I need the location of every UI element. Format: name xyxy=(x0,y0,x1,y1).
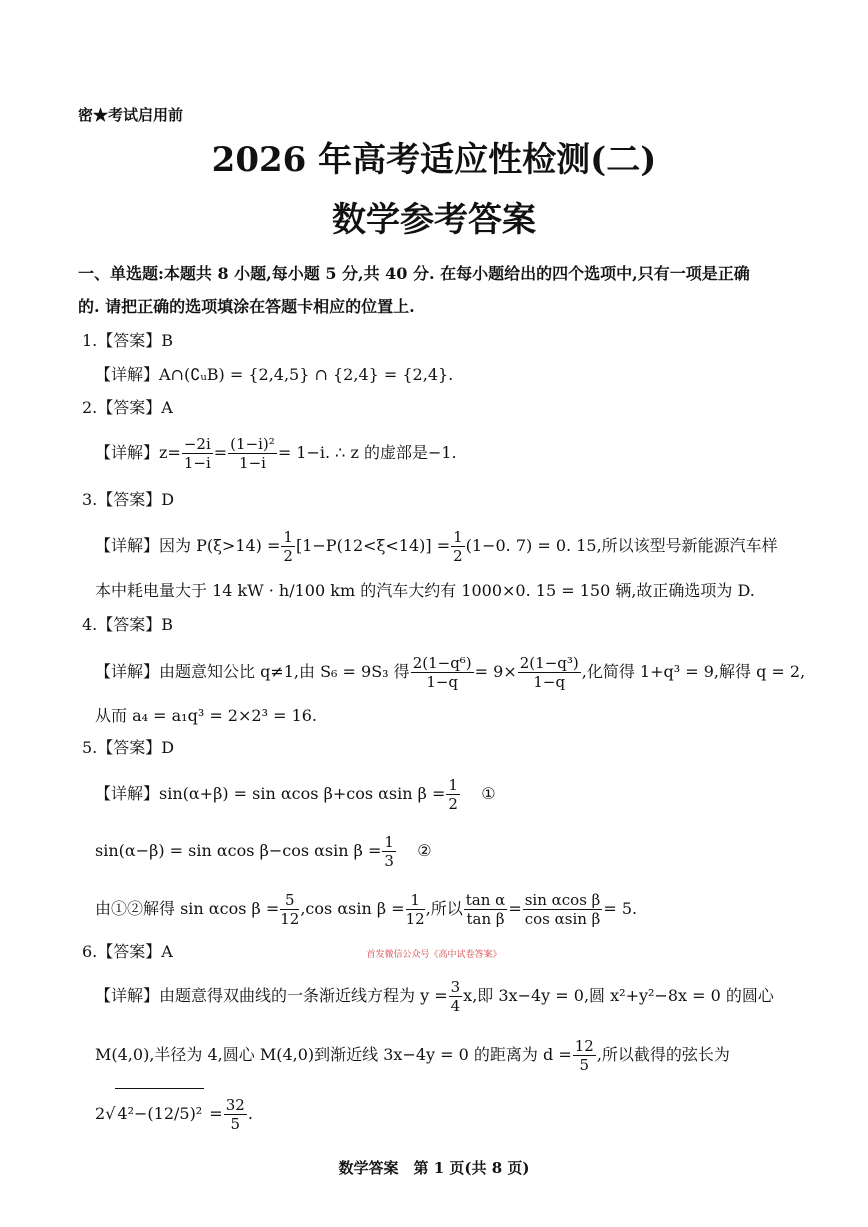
q3-answer: 3.【答案】D xyxy=(82,490,175,509)
q5-l3-frac4 xyxy=(523,891,603,928)
q4-detail xyxy=(95,647,805,697)
q2-f2-num: (1−i)² xyxy=(230,435,275,453)
q4-f2-num: 2(1−q³) xyxy=(519,654,579,672)
q6-l1-den: 4 xyxy=(450,997,461,1015)
q5-l3-n4: sin αcos β xyxy=(524,891,601,909)
q6-l2-pre: M(4,0),半径为 4,圆心 M(4,0)到渐近线 3x−4y = 0 的距离为 d = xyxy=(95,1045,572,1064)
q5-eq1-fraction xyxy=(446,776,460,813)
page-title: 2026 年高考适应性检测(二) xyxy=(211,140,657,180)
q4-f1-num: 2(1−q⁶) xyxy=(412,654,472,672)
q4-answer: 4.【答案】B xyxy=(82,615,174,634)
page-footer: 数学答案 第 1 页(共 8 页) xyxy=(338,1159,530,1177)
q6-l3-end: . xyxy=(247,1104,253,1123)
q5-l3-a: 由①②解得 sin αcos β = xyxy=(95,899,280,918)
q6-l2-frac xyxy=(573,1037,596,1074)
q4-f1-den: 1−q xyxy=(426,673,459,691)
q4-detail-post: ,化简得 1+q³ = 9,解得 q = 2, xyxy=(581,662,806,681)
q5-answer: 5.【答案】D xyxy=(82,738,175,757)
q5-eq2-num: 1 xyxy=(384,833,394,851)
q6-l1-frac xyxy=(449,978,463,1015)
q3-detail xyxy=(95,521,778,571)
q2-f1-den: 1−i xyxy=(183,454,211,472)
q5-l3-d2: 12 xyxy=(405,910,425,928)
q6-l2-den: 5 xyxy=(579,1056,590,1074)
section-intro-line1: 一、单选题:本题共 8 小题,每小题 5 分,共 40 分. 在每小题给出的四个选项中,只有一项是正确 xyxy=(78,264,750,283)
q6-l2-num: 12 xyxy=(574,1037,594,1055)
q2-detail-pre: 【详解】z= xyxy=(95,443,181,462)
q5-l3-n2: 1 xyxy=(406,891,425,910)
q5-l3-c: ,所以 xyxy=(425,899,463,918)
q3-detail-mid: [1−P(12<ξ<14)] = xyxy=(295,536,451,555)
q5-eq1 xyxy=(95,769,496,819)
q4-f2-den: 1−q xyxy=(533,673,566,691)
q5-l3-d3: tan β xyxy=(466,910,505,928)
q5-eq2 xyxy=(95,826,432,876)
q3-detail-pre: 【详解】因为 P(ξ>14) = xyxy=(95,536,281,555)
q3-detail-post: (1−0. 7) = 0. 15,所以该型号新能源汽车样 xyxy=(465,536,778,555)
section-intro-line2: 的. 请把正确的选项填涂在答题卡相应的位置上. xyxy=(78,297,415,316)
q6-detail xyxy=(95,971,774,1021)
q6-l2-post: ,所以截得的弦长为 xyxy=(596,1045,730,1064)
q6-answer: 6.【答案】A xyxy=(82,942,173,961)
q3-fraction-1 xyxy=(281,528,295,565)
q6-detail-line2 xyxy=(95,1030,730,1080)
q4-fraction-1 xyxy=(411,654,474,691)
q3-f1-num: 1 xyxy=(283,528,293,546)
q5-l3-frac2 xyxy=(406,891,425,928)
q6-detail-line3: 2√ 4²−(12/5)² = $\frac{32}{5}$ . xyxy=(95,1088,253,1139)
q3-f2-den: 2 xyxy=(453,547,463,565)
q5-l3-end: = 5. xyxy=(603,899,638,918)
q6-l3-frac xyxy=(224,1096,247,1133)
q6-l3-pre: 2 xyxy=(95,1104,106,1123)
q2-fraction-2 xyxy=(228,435,277,472)
q5-eq2-tag: ② xyxy=(417,841,432,860)
q2-detail: 【详解】z= $\frac{-2i}{1-i}$ = $\frac{\text{(1−i)²}}{1-i}$ = 1−i. ∴ z 的虚部是−1. xyxy=(95,435,457,472)
q5-eq2-fraction xyxy=(382,833,396,870)
q2-fraction-1 xyxy=(182,435,213,472)
q5-l3-n3: tan α xyxy=(465,891,506,909)
q5-eq1-pre: 【详解】sin(α+β) = sin αcos β+cos αsin β = xyxy=(95,784,446,803)
q2-answer: 2.【答案】A xyxy=(82,398,173,417)
q4-fraction-2 xyxy=(518,654,581,691)
q3-fraction-2 xyxy=(451,528,465,565)
q5-eq1-tag: ① xyxy=(481,784,496,803)
q2-detail-post: = 1−i. ∴ z 的虚部是−1. xyxy=(277,443,457,462)
q5-l3-frac1 xyxy=(280,891,299,928)
q5-l3-d4: cos αsin β xyxy=(524,910,601,928)
watermark-text: 首发微信公众号《高中试卷答案》 xyxy=(366,950,502,960)
q6-l1-pre: 【详解】由题意得双曲线的一条渐近线方程为 y = xyxy=(95,986,448,1005)
q2-f1-num: −2i xyxy=(183,435,211,453)
q6-l3-den: 5 xyxy=(230,1115,241,1133)
q6-l1-post: x,即 3x−4y = 0,圆 x²+y²−8x = 0 的圆心 xyxy=(463,986,774,1005)
q3-f2-num: 1 xyxy=(453,528,463,546)
q5-eq2-pre: sin(α−β) = sin αcos β−cos αsin β = xyxy=(95,841,382,860)
q5-conclusion: 由①②解得 sin αcos β = $\frac{5}{12}$ ,cos αsin β = $\frac{1}{12}$ ,所以 $\frac{\text{tan α}}{\text{tan β}}$ = $\frac{\text{sin αcos β}}{\text{cos αsin β}}$ = 5. xyxy=(95,891,638,928)
q6-l1-num: 3 xyxy=(450,978,461,996)
q5-l3-d1: 12 xyxy=(280,910,300,928)
q4-detail-mid: = 9× xyxy=(474,662,517,681)
q5-l3-n1: 5 xyxy=(280,891,299,910)
q6-l3-num: 32 xyxy=(225,1096,245,1114)
q5-eq2-den: 3 xyxy=(384,852,394,870)
q4-detail-pre: 【详解】由题意知公比 q≠1,由 S₆ = 9S₃ 得 xyxy=(95,662,410,681)
q5-l3-frac3 xyxy=(464,891,508,928)
q3-f1-den: 2 xyxy=(283,547,293,565)
q5-eq1-den: 2 xyxy=(448,795,458,813)
q1-answer: 1.【答案】B xyxy=(82,331,174,350)
q6-l3-root: 4²−(12/5)² xyxy=(115,1088,204,1139)
q1-detail: 【详解】A∩(∁ᵤB) = {2,4,5} ∩ {2,4} = {2,4}. xyxy=(95,365,454,384)
q5-eq1-num: 1 xyxy=(448,776,458,794)
confidential-mark: 密★考试启用前 xyxy=(78,106,184,124)
q2-f2-den: 1−i xyxy=(239,454,266,472)
page-subtitle: 数学参考答案 xyxy=(332,200,536,240)
q3-detail-line2: 本中耗电量大于 14 kW · h/100 km 的汽车大约有 1000×0. 15 = 150 辆,故正确选项为 D. xyxy=(95,581,755,600)
q5-l3-b: ,cos αsin β = xyxy=(300,899,405,918)
q4-detail-line2: 从而 a₄ = a₁q³ = 2×2³ = 16. xyxy=(95,706,318,725)
